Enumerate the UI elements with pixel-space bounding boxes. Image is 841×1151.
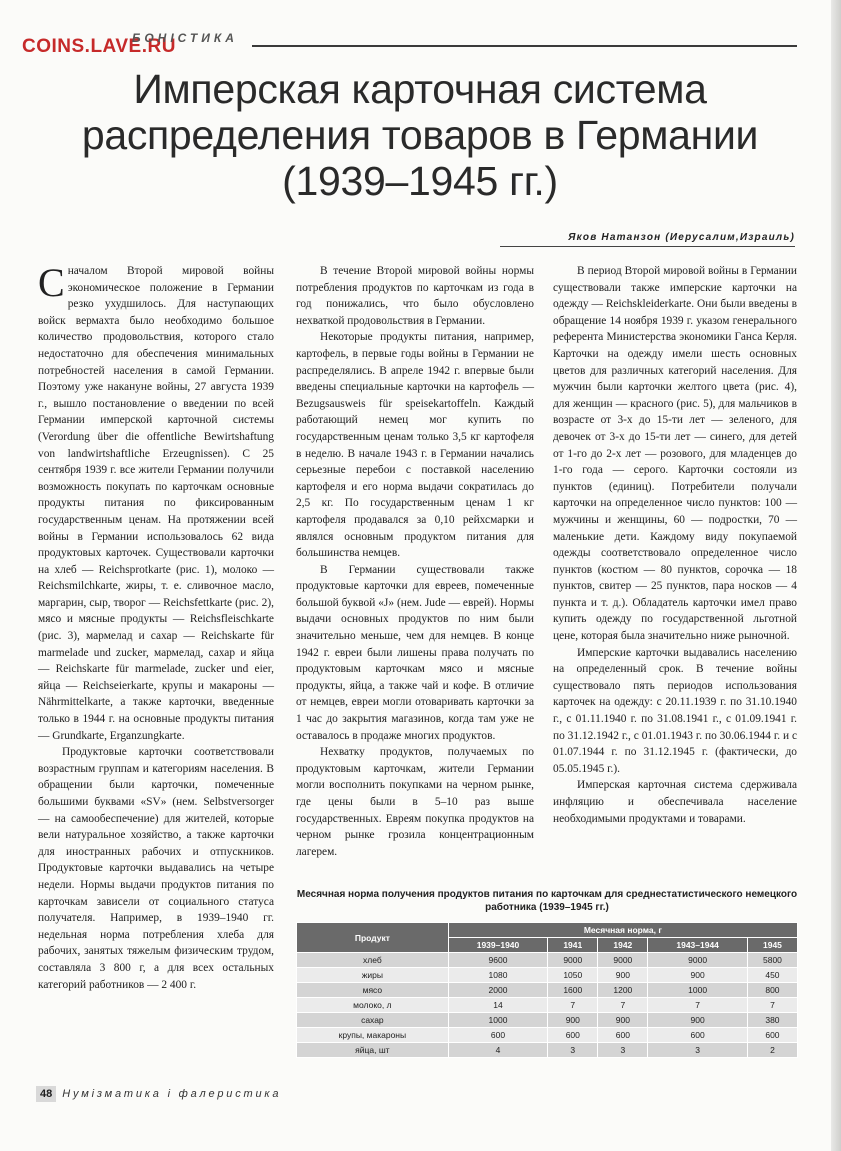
page-footer: [36, 1086, 281, 1102]
table-cell: 3: [598, 1043, 648, 1058]
table-cell: 3: [648, 1043, 748, 1058]
article-title: [60, 66, 780, 204]
table-cell: 900: [598, 1013, 648, 1028]
table-row: [297, 968, 798, 983]
table-header-year: 1942: [598, 938, 648, 953]
table-cell: 1080: [448, 968, 548, 983]
table-cell: 9000: [548, 953, 598, 968]
site-watermark: COINS.LAVE.RU: [22, 36, 176, 57]
paragraph: Имперская карточная система сдерживала инфляцию и обеспечивала население необходимыми продуктами и товарами.: [553, 779, 797, 825]
paragraph: В течение Второй мировой войны нормы потребления продуктов по карточкам из года в год понижались, что было обусловлено нехваткой продовольствия в Германии.: [296, 265, 534, 327]
table-cell-product: мясо: [297, 983, 449, 998]
table-row: [297, 953, 798, 968]
table-row: [297, 998, 798, 1013]
table-cell: 380: [747, 1013, 797, 1028]
table-cell-product: жиры: [297, 968, 449, 983]
ration-table: [296, 922, 798, 1058]
table-row: [297, 983, 798, 998]
table-cell: 900: [648, 1013, 748, 1028]
paragraph: Продуктовые карточки соответствовали возрастным группам и категориям населения. В обращении были карточки, помеченные большими буквами «SV» (нем. Selbstversorger — на самообеспечение) для жителей, которые вели натуральное хозяйство, а также карточки для иностранных рабочих и отпускников. Продуктовые карточки выдавались на четыре недели. Нормы выдачи продуктов питания по карточкам зависели от социального статуса получателя. Например, в 1939–1940 гг. недельная норма потребления хлеба для рабочих, занятых тяжелым физическим трудом, составляла 3 800 г, а для всех остальных категорий работников — 2 400 г.: [38, 746, 274, 991]
page-fold-shadow: [831, 0, 841, 1151]
table-header-year: 1943–1944: [648, 938, 748, 953]
paragraph: Некоторые продукты питания, например, картофель, в первые годы войны в Германии не распределялись. В апреле 1942 г. впервые были введены специальные карточки на картофель — Bezugsausweis für speisekartoffeln. Каждый работающий немец мог купить по государственным ценам только 3,5 кг картофеля в неделю. В начале 1943 г. в Германии начались серьезные перебои с поставкой населению картофеля и его норма выдачи сократилась до 2,5 кг. По государственным ценам 1 кг картофеля продавался за 0,10 рейхсмарки и являлся основным продуктом питания для большинства немцев.: [296, 331, 534, 560]
table-cell: 9000: [648, 953, 748, 968]
title-line-3: (1939–1945 гг.): [282, 158, 558, 204]
title-line-1: Имперская карточная система: [133, 66, 707, 112]
table-cell: 800: [747, 983, 797, 998]
table-row: [297, 1028, 798, 1043]
table-cell: 600: [598, 1028, 648, 1043]
journal-name: Нумізматика і фалеристика: [62, 1088, 282, 1100]
table-cell: 4: [448, 1043, 548, 1058]
table-cell: 7: [648, 998, 748, 1013]
paragraph: [38, 260, 274, 744]
table-cell-product: яйца, шт: [297, 1043, 449, 1058]
table-cell: 900: [548, 1013, 598, 1028]
table-title: Месячная норма получения продуктов питания по карточкам для среднестатистического немецкого работника (1939–1945 гг.): [296, 889, 798, 913]
table-header-year: 1939–1940: [448, 938, 548, 953]
table-header-norm: Месячная норма, г: [448, 923, 797, 938]
title-line-2: распределения товаров в Германии: [81, 112, 759, 158]
table-cell: 2000: [448, 983, 548, 998]
section-rubric: БОНІСТИКА: [132, 31, 238, 45]
rubric-divider: [252, 45, 797, 47]
article-author: Яков Натанзон (Иерусалим,Израиль): [568, 232, 795, 243]
table-cell-product: хлеб: [297, 953, 449, 968]
ration-table-block: [296, 888, 798, 1058]
paragraph: Имперские карточки выдавались населению на определенный срок. В течение войны существовало пять периодов использования карточек на одежду: с 20.11.1939 г. по 31.10.1940 г., с 01.11.1940 г. по 31.08.1941 г., с 01.09.1941 г. по 31.12.1942 г., с 01.01.1943 г. по 30.06.1944 г. и с 01.07.1944 г. по 31.12.1945 г. (фактически, до 05.05.1945 г.).: [553, 646, 797, 775]
table-cell: 7: [598, 998, 648, 1013]
table-cell: 900: [648, 968, 748, 983]
table-header-year: 1941: [548, 938, 598, 953]
table-row: [297, 1043, 798, 1058]
table-cell-product: сахар: [297, 1013, 449, 1028]
table-cell: 600: [648, 1028, 748, 1043]
text-column-2: [296, 263, 534, 860]
table-cell: 1050: [548, 968, 598, 983]
table-cell: 9000: [598, 953, 648, 968]
table-cell: 900: [598, 968, 648, 983]
text-column-1: [38, 260, 274, 993]
table-cell-product: крупы, макароны: [297, 1028, 449, 1043]
table-cell: 600: [548, 1028, 598, 1043]
page-number: 48: [36, 1086, 56, 1102]
table-cell: 600: [448, 1028, 548, 1043]
table-cell: 450: [747, 968, 797, 983]
text-column-3: [553, 263, 797, 827]
paragraph: Нехватку продуктов, получаемых по продуктовым карточкам, жители Германии могли восполнить покупками на черном рынке, где цены были в 5–10 раз выше государственных. Евреям покупка продуктов на черном рынке грозила концентрационным лагерем.: [296, 746, 534, 858]
table-header-year: 1945: [747, 938, 797, 953]
table-cell: 2: [747, 1043, 797, 1058]
table-cell: 9600: [448, 953, 548, 968]
drop-cap: С: [38, 260, 65, 305]
table-cell: 1200: [598, 983, 648, 998]
table-cell-product: молоко, л: [297, 998, 449, 1013]
table-cell: 7: [548, 998, 598, 1013]
table-cell: 7: [747, 998, 797, 1013]
table-cell: 14: [448, 998, 548, 1013]
table-cell: 1000: [448, 1013, 548, 1028]
table-cell: 600: [747, 1028, 797, 1043]
table-row: [297, 1013, 798, 1028]
table-cell: 3: [548, 1043, 598, 1058]
paragraph: В период Второй мировой войны в Германии существовали также имперские карточки на одежду — Reichskleiderkarte. Они были введены в обращение 14 ноября 1939 г. указом генерального референта Министерства экономики Ганса Керля. Карточки на одежду имели шесть основных цветов для различных категорий населения. Для мужчин были карточки желтого цвета (рис. 4), для женщин — красного (рис. 5), для мальчиков в возрасте от 3-х до 15-ти лет — зеленого, для девочек от 3-х до 15-ти лет — синего, для детей от 1-го до 2-х лет — розового, для младенцев до 1-го года — серого. Карточки состояли из пунктов (единиц). Потребители получали карточки на определенное число пунктов: 100 — мужчины и женщины, 60 — подростки, 70 — маленькие дети. Каждому виду покупаемой одежды соответствовало определенное число пунктов (костюм — 80 пунктов, сорочка — 18 пунктов, свитер — 25 пунктов, пара носков — 4 пункта и т. д.). Обладатель карточки имел право купить одежду по государственной льготной цене, которая была значительно ниже рыночной.: [553, 265, 797, 643]
paragraph: В Германии существовали также продуктовые карточки для евреев, помеченные большой буквой «J» (нем. Jude — еврей). Нормы выдачи основных продуктов по ним были значительно меньше, чем для немцев. В конце 1942 г. евреи были лишены права получать по продуктовым карточкам мясо и мясные продукты, яйца, а также чай и кофе. В отличие от немцев, евреи могли отоваривать карточки за 1 час до закрытия магазинов, когда там уже не оставалось в продаже многих продуктов.: [296, 563, 534, 742]
table-cell: 1000: [648, 983, 748, 998]
author-divider: [500, 246, 795, 247]
paragraph-text: началом Второй мировой войны экономическое положение в Германии резко ухудшилось. Для наступающих войск вермахта было необходимо большое количество продовольствия, которого стало недостаточно для обеспечения минимальных потребностей населения в самой Германии. Поэтому уже накануне войны, 27 августа 1939 г., вышло постановление о введении по всей Германии имперской карточной системы (Verordung über die offentliche Bewirtshaftung von landwirtshaftliche Erzeugnissen). С 25 сентября 1939 г. все жители Германии получили возможность покупать по карточкам основные продукты питания по фиксированным государственным ценам. На протяжении всей войны в Германии использовалось 62 вида продуктовых карточек. Существовали карточки на хлеб — Reichsprotkarte (рис. 1), молоко — Reichsmilchkarte, жиры, т. е. сливочное масло, маргарин, сыр, творог — Reichsfettkarte (рис. 2), мясо и мясные продукты — Reichsfleischkarte (рис. 3), мармелад и сахар — Reichskarte für marmelade und zucker, мармелад, сахар и яйца — Reichskarte für marmelade, zucker und eier, яйца — Reichseierkarte, крупы и макароны — Nährmittelkarte, а также карточки, введенные только в 1944 г. на основные продукты питания — Grundkarte, Erganzungkarte.: [38, 265, 274, 742]
table-cell: 5800: [747, 953, 797, 968]
table-header-product: Продукт: [297, 923, 449, 953]
table-cell: 1600: [548, 983, 598, 998]
